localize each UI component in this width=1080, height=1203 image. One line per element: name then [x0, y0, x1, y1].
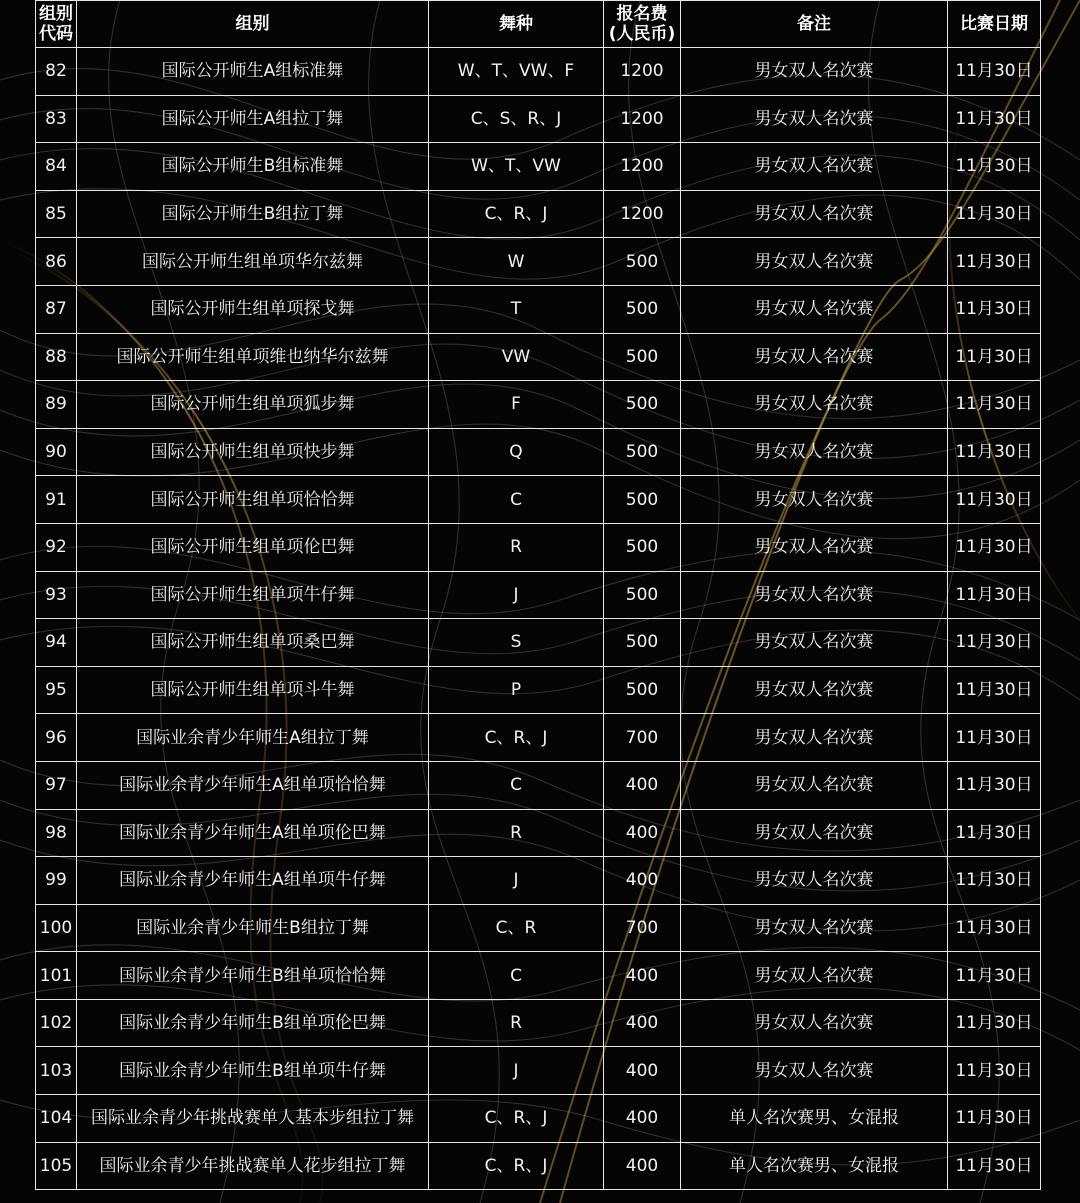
- cell-dance: W: [429, 238, 604, 286]
- cell-dance: W、T、VW: [429, 143, 604, 191]
- cell-dance: J: [429, 1047, 604, 1095]
- cell-note: 男女双人名次赛: [681, 48, 948, 96]
- cell-group: 国际公开师生组单项狐步舞: [77, 381, 429, 429]
- header-date: 比赛日期: [948, 1, 1041, 48]
- cell-note: 男女双人名次赛: [681, 190, 948, 238]
- cell-group: 国际业余青少年师生A组单项伦巴舞: [77, 809, 429, 857]
- cell-date: 11月30日: [948, 428, 1041, 476]
- cell-code: 97: [36, 761, 77, 809]
- cell-code: 87: [36, 285, 77, 333]
- cell-note: 男女双人名次赛: [681, 523, 948, 571]
- cell-fee: 500: [604, 476, 681, 524]
- table-row: [36, 381, 1041, 429]
- cell-note: 男女双人名次赛: [681, 952, 948, 1000]
- cell-code: 93: [36, 571, 77, 619]
- cell-dance: C、S、R、J: [429, 95, 604, 143]
- table-row: [36, 1047, 1041, 1095]
- cell-date: 11月30日: [948, 1142, 1041, 1190]
- cell-fee: 500: [604, 523, 681, 571]
- cell-code: 103: [36, 1047, 77, 1095]
- cell-code: 101: [36, 952, 77, 1000]
- cell-note: 男女双人名次赛: [681, 904, 948, 952]
- cell-dance: C、R: [429, 904, 604, 952]
- cell-dance: W、T、VW、F: [429, 48, 604, 96]
- table-row: [36, 1095, 1041, 1143]
- cell-dance: P: [429, 666, 604, 714]
- cell-code: 84: [36, 143, 77, 191]
- cell-fee: 500: [604, 428, 681, 476]
- cell-date: 11月30日: [948, 571, 1041, 619]
- cell-group: 国际公开师生组单项维也纳华尔兹舞: [77, 333, 429, 381]
- table-row: [36, 95, 1041, 143]
- cell-code: 85: [36, 190, 77, 238]
- cell-group: 国际公开师生组单项牛仔舞: [77, 571, 429, 619]
- cell-code: 102: [36, 999, 77, 1047]
- table-row: [36, 476, 1041, 524]
- cell-group: 国际业余青少年师生B组拉丁舞: [77, 904, 429, 952]
- cell-date: 11月30日: [948, 714, 1041, 762]
- cell-fee: 1200: [604, 143, 681, 191]
- cell-group: 国际公开师生B组标准舞: [77, 143, 429, 191]
- table-row: [36, 428, 1041, 476]
- cell-group: 国际公开师生A组拉丁舞: [77, 95, 429, 143]
- cell-dance: T: [429, 285, 604, 333]
- cell-code: 90: [36, 428, 77, 476]
- cell-note: 男女双人名次赛: [681, 381, 948, 429]
- cell-date: 11月30日: [948, 619, 1041, 667]
- table-header: [36, 1, 1041, 48]
- cell-date: 11月30日: [948, 285, 1041, 333]
- header-dance: 舞种: [429, 1, 604, 48]
- cell-group: 国际业余青少年挑战赛单人基本步组拉丁舞: [77, 1095, 429, 1143]
- cell-code: 104: [36, 1095, 77, 1143]
- cell-note: 男女双人名次赛: [681, 619, 948, 667]
- cell-date: 11月30日: [948, 761, 1041, 809]
- cell-date: 11月30日: [948, 95, 1041, 143]
- cell-code: 98: [36, 809, 77, 857]
- cell-date: 11月30日: [948, 666, 1041, 714]
- table-row: [36, 904, 1041, 952]
- cell-date: 11月30日: [948, 190, 1041, 238]
- cell-note: 男女双人名次赛: [681, 1047, 948, 1095]
- cell-dance: J: [429, 571, 604, 619]
- cell-dance: C、R、J: [429, 714, 604, 762]
- cell-code: 95: [36, 666, 77, 714]
- cell-date: 11月30日: [948, 1047, 1041, 1095]
- table-row: [36, 809, 1041, 857]
- cell-note: 男女双人名次赛: [681, 95, 948, 143]
- header-note: 备注: [681, 1, 948, 48]
- cell-date: 11月30日: [948, 48, 1041, 96]
- cell-fee: 500: [604, 381, 681, 429]
- table-row: [36, 1142, 1041, 1190]
- cell-group: 国际业余青少年师生A组单项牛仔舞: [77, 857, 429, 905]
- cell-date: 11月30日: [948, 238, 1041, 286]
- cell-date: 11月30日: [948, 381, 1041, 429]
- header-row: [36, 1, 1041, 48]
- cell-code: 105: [36, 1142, 77, 1190]
- cell-dance: C: [429, 761, 604, 809]
- cell-group: 国际公开师生组单项探戈舞: [77, 285, 429, 333]
- cell-fee: 500: [604, 666, 681, 714]
- cell-note: 男女双人名次赛: [681, 571, 948, 619]
- cell-note: 男女双人名次赛: [681, 333, 948, 381]
- cell-code: 92: [36, 523, 77, 571]
- cell-date: 11月30日: [948, 1095, 1041, 1143]
- cell-note: 男女双人名次赛: [681, 666, 948, 714]
- table-row: [36, 952, 1041, 1000]
- cell-note: 男女双人名次赛: [681, 238, 948, 286]
- cell-date: 11月30日: [948, 143, 1041, 191]
- table-row: [36, 333, 1041, 381]
- table-row: [36, 143, 1041, 191]
- cell-code: 89: [36, 381, 77, 429]
- table-row: [36, 999, 1041, 1047]
- cell-code: 83: [36, 95, 77, 143]
- cell-dance: F: [429, 381, 604, 429]
- table-row: [36, 190, 1041, 238]
- cell-note: 男女双人名次赛: [681, 999, 948, 1047]
- cell-group: 国际公开师生组单项恰恰舞: [77, 476, 429, 524]
- cell-fee: 400: [604, 1142, 681, 1190]
- cell-group: 国际业余青少年师生B组单项恰恰舞: [77, 952, 429, 1000]
- cell-dance: VW: [429, 333, 604, 381]
- cell-date: 11月30日: [948, 857, 1041, 905]
- cell-date: 11月30日: [948, 809, 1041, 857]
- cell-code: 96: [36, 714, 77, 762]
- cell-group: 国际业余青少年师生B组单项牛仔舞: [77, 1047, 429, 1095]
- cell-date: 11月30日: [948, 904, 1041, 952]
- cell-date: 11月30日: [948, 476, 1041, 524]
- table-row: [36, 48, 1041, 96]
- cell-code: 100: [36, 904, 77, 952]
- cell-date: 11月30日: [948, 952, 1041, 1000]
- table-row: [36, 714, 1041, 762]
- cell-fee: 500: [604, 571, 681, 619]
- cell-note: 单人名次赛男、女混报: [681, 1142, 948, 1190]
- cell-note: 男女双人名次赛: [681, 714, 948, 762]
- cell-dance: R: [429, 523, 604, 571]
- cell-group: 国际业余青少年挑战赛单人花步组拉丁舞: [77, 1142, 429, 1190]
- cell-fee: 400: [604, 1047, 681, 1095]
- cell-date: 11月30日: [948, 523, 1041, 571]
- header-group: 组别: [77, 1, 429, 48]
- cell-group: 国际业余青少年师生A组单项恰恰舞: [77, 761, 429, 809]
- cell-code: 86: [36, 238, 77, 286]
- cell-note: 男女双人名次赛: [681, 428, 948, 476]
- cell-dance: C、R、J: [429, 1142, 604, 1190]
- cell-date: 11月30日: [948, 999, 1041, 1047]
- cell-date: 11月30日: [948, 333, 1041, 381]
- table-row: [36, 857, 1041, 905]
- cell-fee: 500: [604, 619, 681, 667]
- cell-fee: 400: [604, 857, 681, 905]
- cell-note: 男女双人名次赛: [681, 476, 948, 524]
- table-row: [36, 619, 1041, 667]
- cell-fee: 1200: [604, 95, 681, 143]
- cell-fee: 700: [604, 714, 681, 762]
- cell-fee: 400: [604, 761, 681, 809]
- cell-dance: S: [429, 619, 604, 667]
- cell-note: 男女双人名次赛: [681, 857, 948, 905]
- cell-group: 国际业余青少年师生B组单项伦巴舞: [77, 999, 429, 1047]
- cell-group: 国际公开师生组单项华尔兹舞: [77, 238, 429, 286]
- cell-group: 国际业余青少年师生A组拉丁舞: [77, 714, 429, 762]
- cell-dance: C: [429, 476, 604, 524]
- cell-fee: 1200: [604, 190, 681, 238]
- table-row: [36, 761, 1041, 809]
- cell-fee: 500: [604, 333, 681, 381]
- cell-dance: R: [429, 999, 604, 1047]
- cell-group: 国际公开师生组单项桑巴舞: [77, 619, 429, 667]
- cell-code: 91: [36, 476, 77, 524]
- registration-table: [35, 0, 1041, 1190]
- table-row: [36, 666, 1041, 714]
- cell-fee: 1200: [604, 48, 681, 96]
- cell-dance: R: [429, 809, 604, 857]
- cell-fee: 400: [604, 999, 681, 1047]
- cell-group: 国际公开师生组单项斗牛舞: [77, 666, 429, 714]
- cell-note: 男女双人名次赛: [681, 143, 948, 191]
- cell-group: 国际公开师生A组标准舞: [77, 48, 429, 96]
- table-row: [36, 523, 1041, 571]
- table-row: [36, 285, 1041, 333]
- cell-group: 国际公开师生组单项伦巴舞: [77, 523, 429, 571]
- cell-note: 单人名次赛男、女混报: [681, 1095, 948, 1143]
- cell-dance: C: [429, 952, 604, 1000]
- cell-fee: 700: [604, 904, 681, 952]
- cell-dance: C、R、J: [429, 190, 604, 238]
- cell-dance: Q: [429, 428, 604, 476]
- cell-note: 男女双人名次赛: [681, 809, 948, 857]
- cell-group: 国际公开师生B组拉丁舞: [77, 190, 429, 238]
- cell-code: 99: [36, 857, 77, 905]
- cell-group: 国际公开师生组单项快步舞: [77, 428, 429, 476]
- header-fee: 报名费 (人民币): [604, 1, 681, 48]
- cell-fee: 500: [604, 238, 681, 286]
- header-code: 组别 代码: [36, 1, 77, 48]
- table-body: [36, 48, 1041, 1190]
- table-row: [36, 571, 1041, 619]
- cell-fee: 400: [604, 952, 681, 1000]
- table-row: [36, 238, 1041, 286]
- cell-code: 82: [36, 48, 77, 96]
- cell-dance: J: [429, 857, 604, 905]
- cell-code: 94: [36, 619, 77, 667]
- cell-fee: 500: [604, 285, 681, 333]
- cell-fee: 400: [604, 809, 681, 857]
- cell-dance: C、R、J: [429, 1095, 604, 1143]
- cell-code: 88: [36, 333, 77, 381]
- cell-note: 男女双人名次赛: [681, 285, 948, 333]
- cell-note: 男女双人名次赛: [681, 761, 948, 809]
- cell-fee: 400: [604, 1095, 681, 1143]
